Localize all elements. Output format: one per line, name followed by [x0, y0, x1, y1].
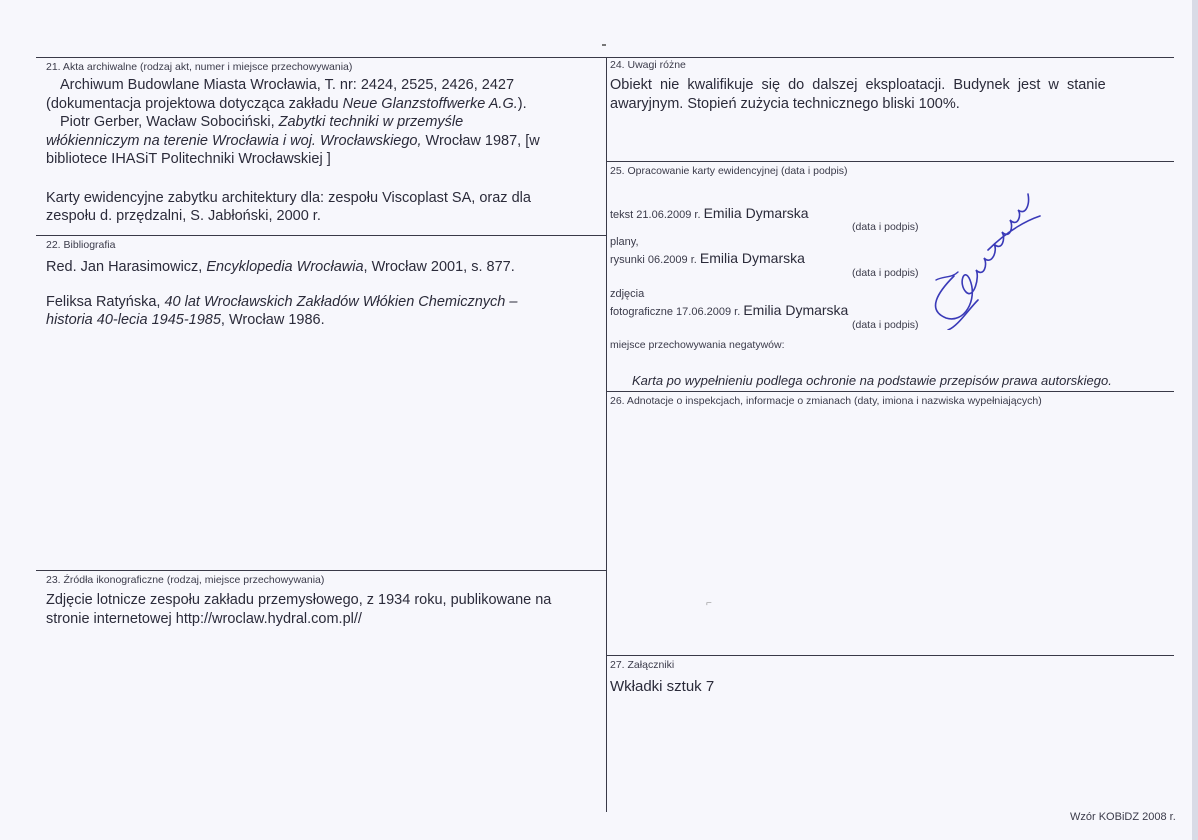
iconography-line-2: stronie internetowej http://wroclaw.hydral.com.pl//: [46, 610, 362, 627]
rule-25-26: [606, 391, 1174, 392]
section-23-label: 23. Źródła ikonograficzne (rodzaj, miejsce przechowywania): [46, 574, 325, 586]
section-21-label: 21. Akta archiwalne (rodzaj akt, numer i miejsce przechowywania): [46, 61, 353, 73]
bib-2b: 40 lat Wrocławskich Zakładów Włókien Chemicznych –: [164, 293, 518, 310]
section-25-label: 25. Opracowanie karty ewidencyjnej (data i podpis): [610, 165, 848, 177]
bib-3b: , Wrocław 1986.: [220, 312, 325, 328]
bibliography-line-3: [46, 311, 601, 330]
archive-line-2b: Neue Glanzstoffwerke A.G.: [342, 95, 518, 112]
date-signature-note-1: (data i podpis): [852, 221, 919, 233]
section-22-content: [46, 258, 601, 330]
remarks-line-1: Obiekt nie kwalifikuje się do dalszej eksploatacji. Budynek jest w stanie: [610, 77, 1106, 93]
section-24-label: 24. Uwagi różne: [610, 59, 686, 71]
plans-label: plany,: [610, 236, 639, 248]
rule-24-25: [606, 161, 1174, 162]
bibliography-line-1: [46, 258, 601, 277]
drawings-credit-name: Emilia Dymarska: [699, 250, 805, 266]
photos-label: zdjęcia: [610, 288, 645, 300]
rule-21-22: [36, 235, 606, 236]
paper-edge: [1192, 0, 1198, 840]
top-rule: [36, 57, 1174, 58]
section-21-content: [46, 76, 601, 226]
photos-credit-name: Emilia Dymarska: [743, 302, 849, 318]
bibliography-line-2: [46, 293, 601, 312]
section-27-label: 27. Załączniki: [610, 659, 675, 671]
iconography-line-1: Zdjęcie lotnicze zespołu zakładu przemysłowego, z 1934 roku, publikowane na: [46, 592, 552, 608]
center-divider: [606, 57, 607, 812]
archive-line-4a: włókienniczym na terenie Wrocławia i woj. Wrocławskiego,: [46, 132, 422, 149]
form-template-footer: Wzór KOBiDZ 2008 r.: [1070, 811, 1176, 823]
text-credit-prefix: tekst 21.06.2009 r.: [610, 209, 704, 221]
archive-line-3a: Piotr Gerber, Wacław Sobociński,: [60, 114, 279, 130]
date-signature-note-3: (data i podpis): [852, 319, 919, 331]
drawings-credit: [610, 250, 805, 266]
bib-2a: Feliksa Ratyńska,: [46, 293, 165, 310]
handwritten-signature: [918, 180, 1048, 330]
archive-line-2a: (dokumentacja projektowa dotycząca zakładu: [46, 95, 343, 112]
section-26-label: 26. Adnotacje o inspekcjach, informacje o zmianach (daty, imiona i nazwiska wypełniających): [610, 395, 1042, 407]
archive-line-6: Karty ewidencyjne zabytku architektury dla: zespołu Viscoplast SA, oraz dla: [46, 189, 531, 206]
photos-credit: [610, 302, 848, 318]
drawings-credit-prefix: rysunki 06.2009 r.: [610, 254, 700, 266]
bib-1b: Encyklopedia Wrocławia: [206, 259, 364, 275]
attachments-value: Wkładki sztuk 7: [610, 678, 715, 695]
section-22-label: 22. Bibliografia: [46, 239, 116, 251]
archive-line-4b: Wrocław 1987, [w: [421, 132, 540, 149]
text-credit: [610, 205, 809, 221]
rule-26-27: [606, 655, 1174, 656]
section-24-content: [610, 76, 1170, 113]
bib-3a: historia 40-lecia 1945-1985: [46, 312, 221, 328]
archive-line-5: bibliotece IHASiT Politechniki Wrocławskiej ]: [46, 151, 331, 167]
copyright-notice: Karta po wypełnieniu podlega ochronie na podstawie przepisów prawa autorskiego.: [632, 373, 1112, 388]
pencil-mark: ⌐: [706, 598, 712, 609]
archive-line-1: Archiwum Budowlane Miasta Wrocławia, T. nr: 2424, 2525, 2426, 2427: [60, 77, 515, 93]
center-mark: [602, 44, 606, 46]
archive-line-4: [46, 132, 601, 151]
archive-line-7: zespołu d. przędzalni, S. Jabłoński, 2000 r.: [46, 208, 321, 224]
rule-22-23: [36, 570, 606, 571]
date-signature-note-2: (data i podpis): [852, 267, 919, 279]
bib-1c: , Wrocław 2001, s. 877.: [363, 259, 515, 275]
remarks-line-2: awaryjnym. Stopień zużycia technicznego bliski 100%.: [610, 95, 960, 112]
archive-line-3b: Zabytki techniki w przemyśle: [278, 114, 464, 130]
photos-credit-prefix: fotograficzne 17.06.2009 r.: [610, 306, 744, 318]
text-credit-name: Emilia Dymarska: [703, 205, 809, 221]
section-23-content: [46, 591, 601, 628]
archive-line-2: [46, 95, 601, 114]
bib-1a: Red. Jan Harasimowicz,: [46, 259, 207, 275]
archive-line-2c: ).: [517, 95, 527, 112]
negatives-storage-label: miejsce przechowywania negatywów:: [610, 339, 785, 351]
archive-line-3: [46, 113, 601, 132]
